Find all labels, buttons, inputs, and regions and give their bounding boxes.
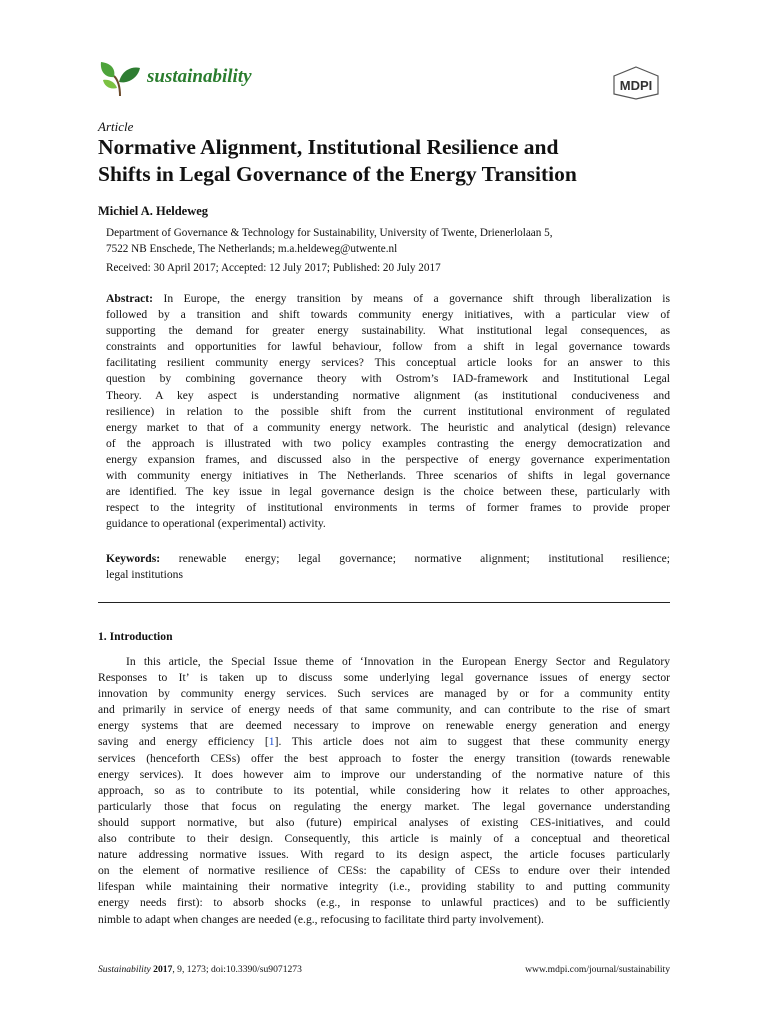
abstract-line: followed by a transition and shift towards community energy initiatives, with a particular view of — [106, 308, 670, 322]
footer-details: , 9, 1273; doi:10.3390/su9071273 — [172, 964, 302, 975]
keywords-text: renewable energy; legal governance; normative alignment; institutional resilience; — [160, 552, 670, 565]
section-divider — [98, 602, 670, 603]
abstract-line: facilitating resilient community energy services? This conceptual article looks for an answer to this — [106, 356, 670, 370]
affiliation — [106, 225, 676, 257]
intro-text: saving and energy efficiency [ — [98, 735, 269, 749]
keywords-line: legal institutions — [106, 568, 183, 582]
intro-line: on the element of normative resilience of CESs: the capability of CESs to endure over their intended — [98, 864, 670, 878]
intro-line: energy services). It does however aim to improve our understanding of the normative nature of this — [98, 767, 670, 781]
introduction-body — [98, 654, 670, 928]
footer-year: 2017 — [153, 964, 173, 975]
keywords-label: Keywords: — [106, 552, 161, 565]
intro-line: nimble to adapt when changes are needed (e.g., refocusing to facilitate third party involvement). — [98, 912, 544, 926]
abstract-line: Theory. A key aspect is understanding normative alignment (as institutional conduciveness and — [106, 388, 670, 402]
intro-line: energy needs first): to absorb shocks (e.g., in response to unlawful practices) and to be sufficiently — [98, 896, 670, 910]
publication-dates: Received: 30 April 2017; Accepted: 12 July 2017; Published: 20 July 2017 — [106, 262, 441, 274]
abstract-line: question by combining governance theory with Ostrom’s IAD-framework and Institutional Legal — [106, 372, 670, 386]
sustainability-leaf-logo — [98, 58, 142, 98]
section-heading: 1. Introduction — [98, 630, 173, 643]
affiliation-line: Department of Governance & Technology for Sustainability, University of Twente, Drienerlolaan 5, — [106, 227, 553, 239]
keywords — [106, 551, 670, 583]
mdpi-logo — [611, 66, 661, 100]
intro-line: In this article, the Special Issue theme of ‘Innovation in the European Energy Sector and Regulatory — [126, 655, 670, 668]
intro-line — [98, 734, 670, 750]
keywords-line — [106, 551, 670, 567]
intro-line: and primarily in service of energy needs of that same community, and can contribute to the rise of smart — [98, 703, 670, 717]
abstract-line: with community energy initiatives in The Netherlands. Three scenarios of shifts in legal governance — [106, 469, 670, 483]
intro-line: innovation by community energy services. Such services are managed by or for a community entity — [98, 687, 670, 701]
intro-line: particularly those that focus on regulating the energy market. The legal governance understanding — [98, 799, 670, 813]
abstract-line: are identified. The key issue in legal governance design is the choice between these, particularly with — [106, 485, 670, 499]
abstract-line: guidance to operational (experimental) activity. — [106, 517, 326, 531]
abstract-line: energy expansion frames, and discussed also in the perspective of energy governance experimentation — [106, 452, 670, 466]
intro-line: energy systems that are deemed necessary to improve on renewable energy generation and energy — [98, 719, 670, 733]
title-line: Shifts in Legal Governance of the Energy Transition — [98, 162, 577, 186]
intro-line: nature addressing normative issues. With regard to its design aspect, the article focuses particularly — [98, 848, 670, 862]
footer-journal: Sustainability — [98, 964, 151, 975]
abstract-line — [106, 291, 670, 307]
journal-name: sustainability — [147, 66, 252, 87]
abstract-line: supporting the demand for greater energy sustainability. What institutional legal consequences, as — [106, 324, 670, 338]
footer-url[interactable]: www.mdpi.com/journal/sustainability — [525, 964, 670, 975]
abstract-label: Abstract: — [106, 292, 154, 305]
abstract-text: In Europe, the energy transition by means of a governance shift through liberalization is — [153, 292, 670, 305]
title-line: Normative Alignment, Institutional Resilience and — [98, 135, 559, 159]
abstract-line: resilience) in relation to the possible shift from the current institutional environment of regulated — [106, 404, 670, 418]
abstract-line: respect to the integrity of institutional environments in terms of former frames to provide proper — [106, 501, 670, 515]
intro-line: services (henceforth CESs) offer the best approach to foster the energy transition (towards renewable — [98, 751, 670, 765]
abstract-line: of the approach is illustrated with two policy examples contrasting the energy democratization and — [106, 436, 670, 450]
affiliation-line: 7522 NB Enschede, The Netherlands; m.a.heldeweg@utwente.nl — [106, 243, 398, 255]
intro-text: ]. This article does not aim to suggest that these community energy — [274, 735, 671, 749]
article-title — [98, 134, 678, 188]
citation-link[interactable]: 1 — [268, 735, 275, 749]
footer-citation — [98, 964, 302, 975]
publisher-name: MDPI — [619, 78, 653, 93]
article-type: Article — [98, 119, 134, 134]
intro-line: should support normative, but also (future) empirical analyses of existing CES-initiatives, and could — [98, 815, 670, 829]
abstract-line: energy market to that of a community energy network. The heuristic and analytical (design) relevance — [106, 420, 670, 434]
author-name: Michiel A. Heldeweg — [98, 204, 209, 218]
intro-line: Responses to It’ is taken up to discuss some underlying legal governance issues of energy sector — [98, 671, 670, 685]
intro-line: approach, so as to contribute to its potential, while considering how it relates to other approaches, — [98, 783, 670, 797]
abstract-line: constraints and opportunities for lawful behaviour, follow from a shift in legal governance towards — [106, 340, 670, 354]
intro-line: lifespan while maintaining their normative integrity (i.e., providing stability to and putting community — [98, 880, 670, 894]
intro-line: also contribute to their design. Consequently, this article is mainly of a conceptual and theoretical — [98, 832, 670, 846]
abstract — [106, 291, 670, 532]
